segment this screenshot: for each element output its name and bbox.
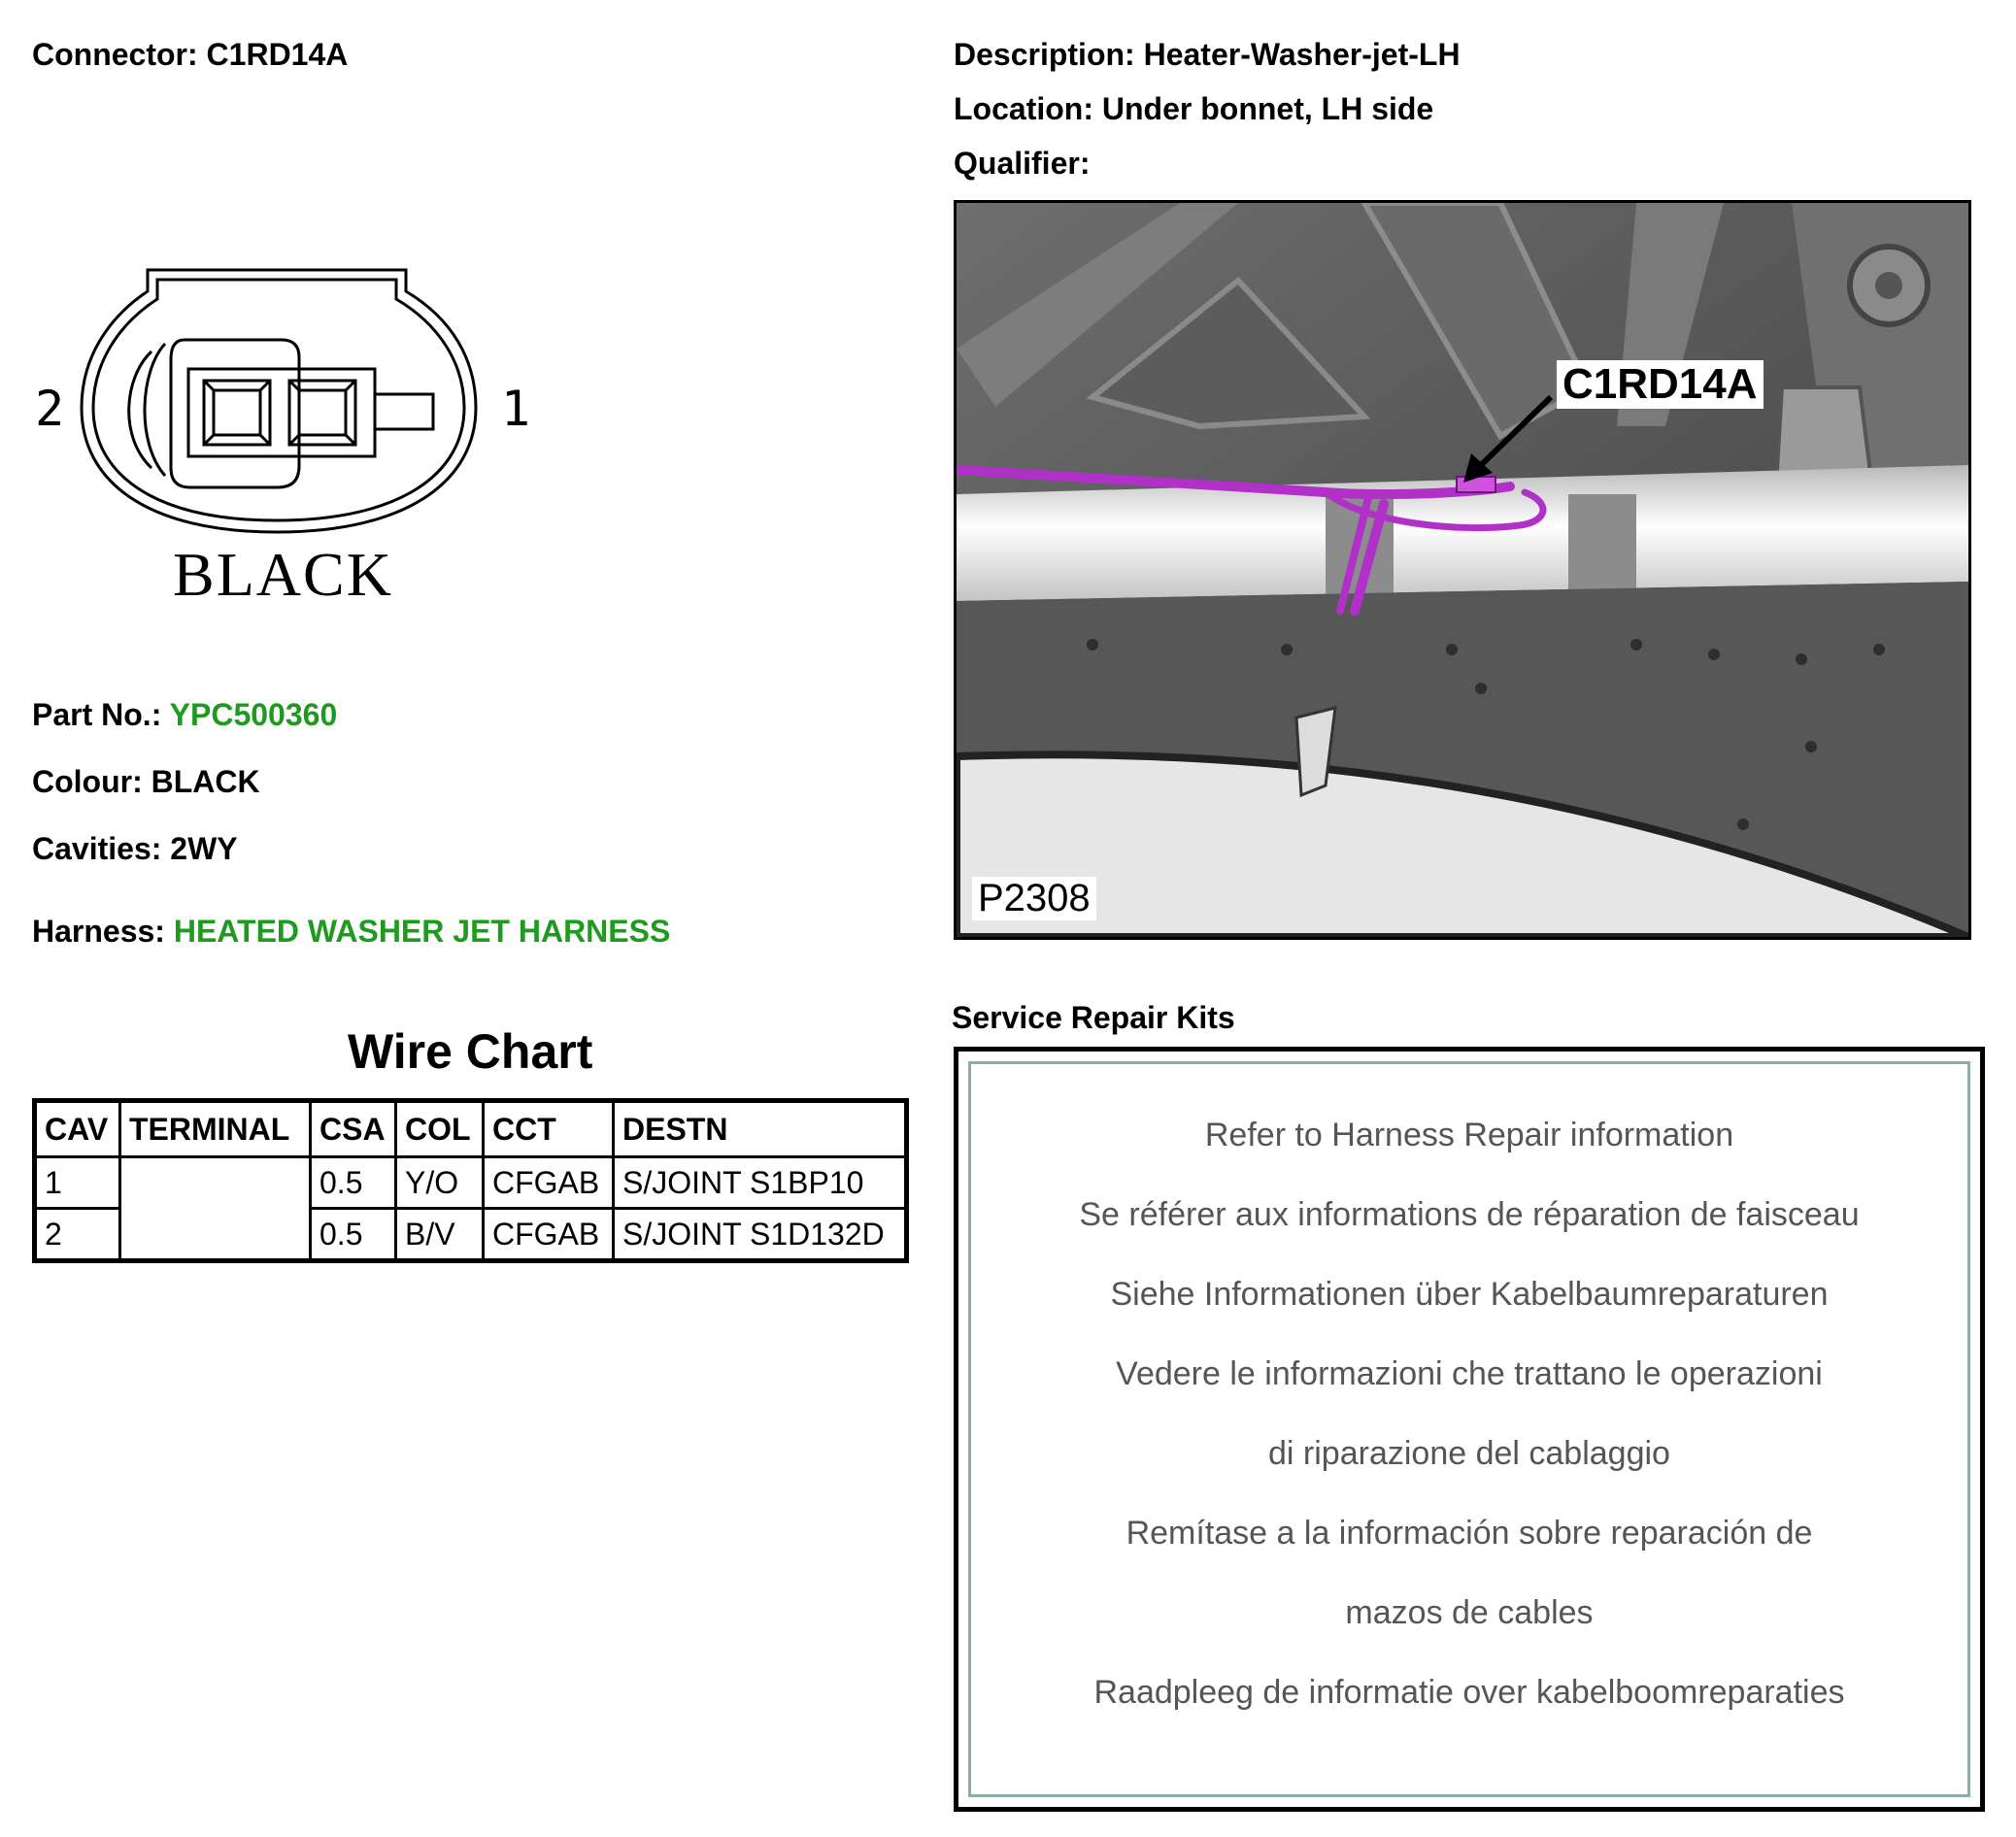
location-photo <box>954 200 1971 940</box>
connector-value: C1RD14A <box>206 37 349 72</box>
service-repair-kits-title: Service Repair Kits <box>952 1000 1235 1035</box>
cell-cav: 1 <box>35 1157 120 1209</box>
cell-destn: S/JOINT S1D132D <box>614 1209 907 1261</box>
kit-line-fr: Se référer aux informations de réparation de faisceau <box>1079 1196 1860 1233</box>
bonnet-underside-illustration <box>957 203 1968 937</box>
kit-line-it-1: Vedere le informazioni che trattano le operazioni <box>1116 1355 1823 1392</box>
colour-label: Colour: <box>32 764 143 799</box>
pin-label-1: 1 <box>501 381 531 437</box>
kit-line-es-1: Remítase a la información sobre reparación de <box>1126 1515 1813 1552</box>
cell-cct: CFGAB <box>484 1157 614 1209</box>
header-destn: DESTN <box>614 1101 907 1157</box>
header-csa: CSA <box>311 1101 396 1157</box>
cell-col: B/V <box>396 1209 484 1261</box>
wire-chart-table <box>32 1098 909 1263</box>
harness-line <box>32 914 670 950</box>
description-value: Heater-Washer-jet-LH <box>1143 37 1461 72</box>
description-label: Description: <box>954 37 1135 72</box>
harness-label: Harness: <box>32 914 165 949</box>
colour-value: BLACK <box>151 764 260 799</box>
kit-line-es-2: mazos de cables <box>1345 1594 1594 1631</box>
cell-col: Y/O <box>396 1157 484 1209</box>
header-cav: CAV <box>35 1101 120 1157</box>
kit-line-en: Refer to Harness Repair information <box>1204 1117 1734 1153</box>
header-cct: CCT <box>484 1101 614 1157</box>
photo-connector-callout: C1RD14A <box>1557 360 1764 409</box>
part-no-label: Part No.: <box>32 697 162 732</box>
harness-link[interactable]: HEATED WASHER JET HARNESS <box>173 914 671 949</box>
connector-line <box>32 37 348 73</box>
kit-line-de: Siehe Informationen über Kabelbaumreparaturen <box>1110 1276 1829 1313</box>
cell-csa: 0.5 <box>311 1209 396 1261</box>
colour-line <box>32 764 260 800</box>
location-label: Location: <box>954 91 1093 126</box>
location-line <box>954 91 1433 127</box>
header-col: COL <box>396 1101 484 1157</box>
kit-line-it-2: di riparazione del cablaggio <box>1268 1435 1670 1472</box>
wire-chart-title: Wire Chart <box>348 1024 593 1079</box>
table-row <box>35 1157 907 1209</box>
pin-label-2: 2 <box>35 381 65 437</box>
cell-cav: 2 <box>35 1209 120 1261</box>
cavities-label: Cavities: <box>32 831 162 866</box>
kit-line-nl: Raadpleeg de informatie over kabelboomreparaties <box>1093 1674 1845 1711</box>
wire-chart-header-row <box>35 1101 907 1157</box>
connector-label: Connector: <box>32 37 198 72</box>
service-repair-kits-inner <box>968 1061 1970 1797</box>
part-no-link[interactable]: YPC500360 <box>169 697 338 732</box>
location-value: Under bonnet, LH side <box>1101 91 1434 126</box>
service-repair-kits-box <box>954 1047 1985 1812</box>
connector-colour-caption: BLACK <box>173 540 393 609</box>
cell-csa: 0.5 <box>311 1157 396 1209</box>
header-terminal: TERMINAL <box>120 1101 311 1157</box>
cavities-line <box>32 831 238 867</box>
part-no-line <box>32 697 337 733</box>
photo-reference-label: P2308 <box>972 877 1096 920</box>
cavities-value: 2WY <box>170 831 238 866</box>
cell-terminal <box>120 1157 311 1261</box>
cell-cct: CFGAB <box>484 1209 614 1261</box>
qualifier-line <box>954 146 1090 182</box>
qualifier-label: Qualifier: <box>954 146 1091 181</box>
connector-face-diagram <box>78 262 486 544</box>
description-line <box>954 37 1461 73</box>
cell-destn: S/JOINT S1BP10 <box>614 1157 907 1209</box>
